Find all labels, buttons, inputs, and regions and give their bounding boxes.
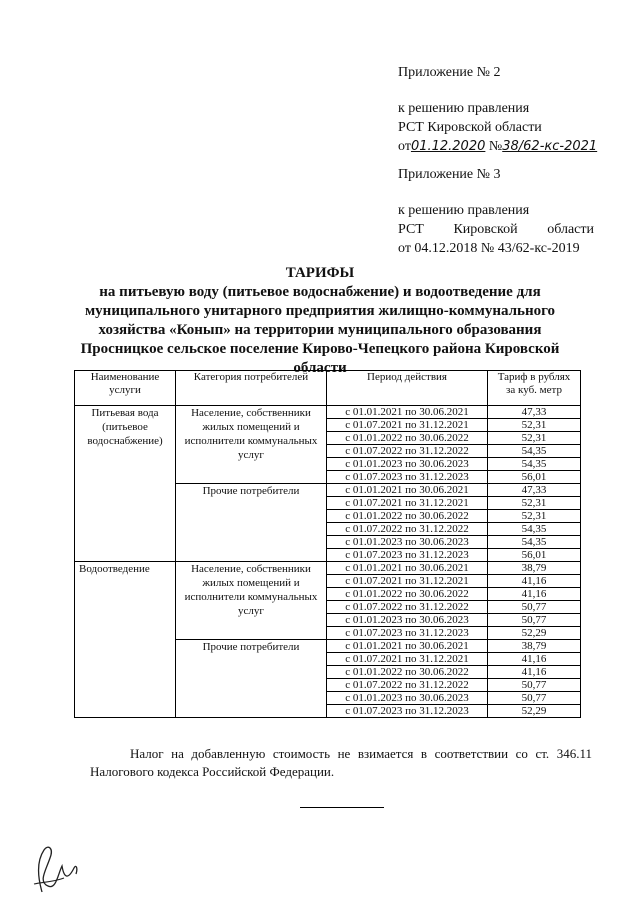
- rate-cell: 47,33: [488, 484, 581, 497]
- title-body: на питьевую воду (питьевое водоснабжение) и водоотведение для муниципального унитарного предприятия жилищно-коммунального хозяйства «Конып» на территории муниципального образования Просницкое сельское поселение Кирово-Чепецкого района Кировской области: [80, 284, 560, 376]
- annex-current-number: Приложение № 2: [398, 65, 501, 80]
- period-cell: с 01.07.2021 по 31.12.2021: [327, 497, 488, 510]
- rate-cell: 52,29: [488, 705, 581, 718]
- rate-cell: 50,77: [488, 614, 581, 627]
- consumer-category-cell: Прочие потребители: [176, 484, 327, 562]
- header-category: Категория потребителей: [176, 371, 327, 406]
- annex-current-block: [398, 63, 598, 156]
- tariff-table-body: [75, 406, 581, 718]
- period-cell: с 01.07.2023 по 31.12.2023: [327, 471, 488, 484]
- period-cell: с 01.07.2021 по 31.12.2021: [327, 653, 488, 666]
- period-cell: с 01.01.2022 по 30.06.2022: [327, 588, 488, 601]
- annex-original-block: [398, 165, 594, 258]
- rate-cell: 41,16: [488, 575, 581, 588]
- rate-cell: 47,33: [488, 406, 581, 419]
- header-rate: Тариф в рублях за куб. метр: [488, 371, 581, 406]
- annex-current-date-number-line: [398, 137, 598, 156]
- rate-cell: 54,35: [488, 458, 581, 471]
- table-row: [75, 406, 581, 419]
- header-period: Период действия: [327, 371, 488, 406]
- signature-image: [28, 838, 84, 898]
- period-cell: с 01.07.2023 по 31.12.2023: [327, 549, 488, 562]
- from-prefix: от: [398, 139, 411, 154]
- rate-cell: 41,16: [488, 588, 581, 601]
- rate-cell: 41,16: [488, 653, 581, 666]
- period-cell: с 01.07.2022 по 31.12.2022: [327, 679, 488, 692]
- rate-cell: 41,16: [488, 666, 581, 679]
- rate-cell: 38,79: [488, 640, 581, 653]
- handwritten-number: 38/62-кс-2021: [502, 139, 598, 154]
- document-title: [60, 264, 580, 378]
- consumer-category-cell: Население, собственники жилых помещений и исполнители коммунальных услуг: [176, 562, 327, 640]
- period-cell: с 01.07.2023 по 31.12.2023: [327, 627, 488, 640]
- rate-cell: 50,77: [488, 692, 581, 705]
- consumer-category-cell: Население, собственники жилых помещений и исполнители коммунальных услуг: [176, 406, 327, 484]
- rate-cell: 56,01: [488, 471, 581, 484]
- period-cell: с 01.01.2023 по 30.06.2023: [327, 458, 488, 471]
- rate-cell: 52,31: [488, 510, 581, 523]
- annex-original-authority-line: РСТ Кировской области: [398, 222, 594, 237]
- annex-original-date-number-line: от 04.12.2018 № 43/62-кс-2019: [398, 241, 580, 256]
- period-cell: с 01.01.2023 по 30.06.2023: [327, 692, 488, 705]
- consumer-category-cell: Прочие потребители: [176, 640, 327, 718]
- period-cell: с 01.01.2021 по 30.06.2021: [327, 640, 488, 653]
- service-name-cell: Питьевая вода (питьевое водоснабжение): [75, 406, 176, 562]
- period-cell: с 01.01.2021 по 30.06.2021: [327, 562, 488, 575]
- rate-cell: 54,35: [488, 523, 581, 536]
- handwritten-date: 01.12.2020: [410, 139, 486, 154]
- period-cell: с 01.01.2023 по 30.06.2023: [327, 614, 488, 627]
- rate-cell: 50,77: [488, 601, 581, 614]
- vat-note: Налог на добавленную стоимость не взимается в соответствии со ст. 346.11 Налогового кодекса Российской Федерации.: [90, 746, 592, 779]
- header-service: Наименование услуги: [75, 371, 176, 406]
- period-cell: с 01.01.2022 по 30.06.2022: [327, 432, 488, 445]
- tariff-table: [74, 370, 581, 718]
- closing-rule: [300, 807, 384, 808]
- annex-current-decision-line: к решению правления: [398, 101, 530, 116]
- rate-cell: 52,31: [488, 497, 581, 510]
- rate-cell: 38,79: [488, 562, 581, 575]
- table-header-row: [75, 371, 581, 406]
- period-cell: с 01.07.2022 по 31.12.2022: [327, 523, 488, 536]
- rate-cell: 52,31: [488, 419, 581, 432]
- period-cell: с 01.01.2022 по 30.06.2022: [327, 510, 488, 523]
- period-cell: с 01.01.2022 по 30.06.2022: [327, 666, 488, 679]
- period-cell: с 01.07.2022 по 31.12.2022: [327, 445, 488, 458]
- period-cell: с 01.01.2023 по 30.06.2023: [327, 536, 488, 549]
- rate-cell: 56,01: [488, 549, 581, 562]
- rate-cell: 52,29: [488, 627, 581, 640]
- period-cell: с 01.01.2021 по 30.06.2021: [327, 484, 488, 497]
- period-cell: с 01.07.2022 по 31.12.2022: [327, 601, 488, 614]
- period-cell: с 01.07.2021 по 31.12.2021: [327, 575, 488, 588]
- rate-cell: 50,77: [488, 679, 581, 692]
- rate-cell: 54,35: [488, 536, 581, 549]
- rate-cell: 54,35: [488, 445, 581, 458]
- period-cell: с 01.01.2021 по 30.06.2021: [327, 406, 488, 419]
- number-prefix: №: [488, 139, 503, 154]
- period-cell: с 01.07.2021 по 31.12.2021: [327, 419, 488, 432]
- annex-original-number: Приложение № 3: [398, 167, 501, 182]
- period-cell: с 01.07.2023 по 31.12.2023: [327, 705, 488, 718]
- service-name-cell: Водоотведение: [75, 562, 176, 718]
- annex-current-authority-line: РСТ Кировской области: [398, 120, 542, 135]
- title-heading: ТАРИФЫ: [285, 265, 355, 281]
- annex-original-decision-line: к решению правления: [398, 203, 530, 218]
- rate-cell: 52,31: [488, 432, 581, 445]
- table-row: [75, 562, 581, 575]
